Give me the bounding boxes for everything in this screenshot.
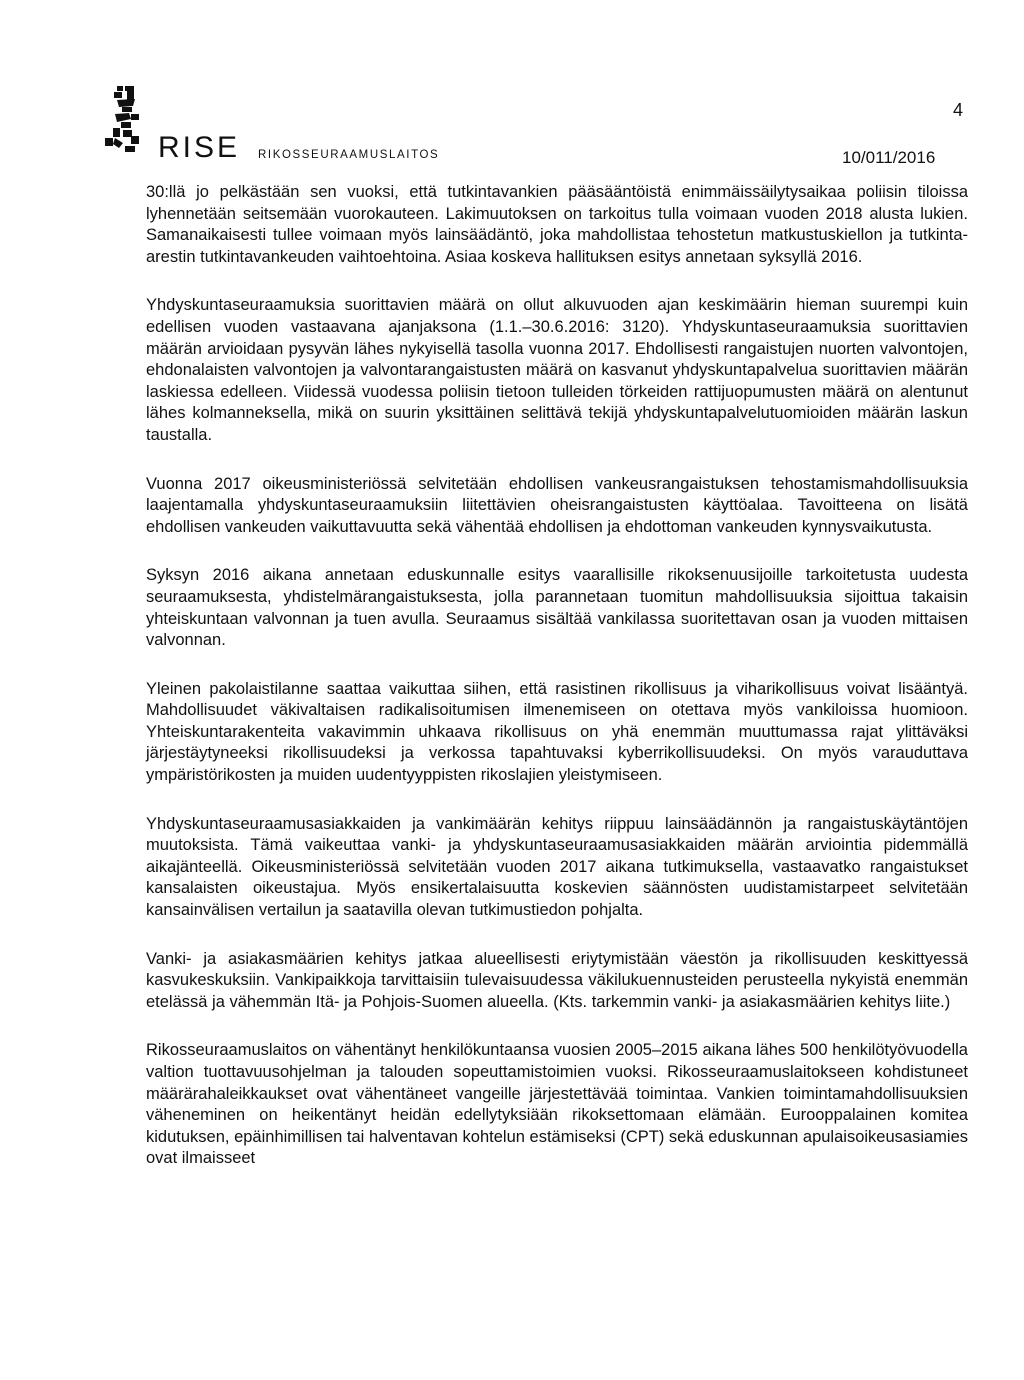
paragraph: Vanki- ja asiakasmäärien kehitys jatkaa alueellisesti eriytymistään väestön ja rikollisuuden keskittyessä kasvukeskuksiin. Vankipaikkoja tarvittaisiin tulevaisuudessa väkilukuennusteiden perusteella nykyistä enemmän etelässä ja vähemmän Itä- ja Pohjois-Suomen alueella. (Kts. tarkemmin vanki- ja asiakasmäärien kehitys liite.) (146, 949, 968, 1011)
paragraph: 30:llä jo pelkästään sen vuoksi, että tutkintavankien pääsääntöistä enimmäissäilytysaikaa poliisin tiloissa lyhennetään seitsemään vuorokauteen. Lakimuutoksen on tarkoitus tulla voimaan vuoden 2018 alusta lukien. Samanaikaisesti tullee voimaan myös lainsäädäntö, joka mahdollistaa tehostetun matkustuskiellon ja tutkinta-arestin tutkintavankeuden vaihtoehtoina. Asiaa koskeva hallituksen esitys annetaan syksyllä 2016. (146, 183, 968, 266)
paragraph: Yleinen pakolaistilanne saattaa vaikuttaa siihen, että rasistinen rikollisuus ja viharikollisuus voivat lisääntyä. Mahdollisuudet väkivaltaisen radikalisoitumisen ilmenemiseen on otettava myös vankiloissa huomioon. Yhteiskuntarakenteita vakavimmin uhkaava rikollisuus on yhä enemmän muuttumassa rajat ylittäväksi järjestäytyneeksi rikollisuudeksi ja verkossa tapahtuvaksi kyberrikollisuudeksi. On myös varauduttava ympäristörikosten ja muiden uudentyyppisten rikoslajien yleistymiseen. (146, 679, 968, 785)
document-body (146, 182, 968, 1197)
organization-name: RIKOSSEURAAMUSLAITOS (258, 149, 440, 161)
paragraph: Syksyn 2016 aikana annetaan eduskunnalle esitys vaarallisille rikoksenuusijoille tarkoitetusta uudesta seuraamuksesta, yhdistelmärangaistuksesta, jolla parannetaan tuomitun mahdollisuuksia sijoittua takaisin yhteiskuntaan valvonnan ja tuen avulla. Seuraamus sisältää vankilassa suoritettavan osan ja vuoden mittaisen valvonnan. (146, 566, 968, 650)
document-date: 10/011/2016 (842, 148, 936, 167)
paragraph: Yhdyskuntaseuraamuksia suorittavien määrä on ollut alkuvuoden ajan keskimäärin hieman suurempi kuin edellisen vuoden vastaavana ajanjaksona (1.1.–30.6.2016: 3120). Yhdyskuntaseuraamuksia suorittavien määrän arvioidaan pysyvän lähes nykyisellä tasolla vuonna 2017. Ehdollisesti rangaistujen nuorten valvontojen, ehdonalaisten valvontojen ja valvontarangaistusten määrä on kasvanut yhdyskuntapalvelua suorittavien määrän laskiessa edelleen. Viidessä vuodessa poliisin tietoon tulleiden törkeiden rattijuopumusten määrä on alentunut lähes kolmanneksella, mikä on suurin yksittäinen selittävä tekijä yhdyskuntapalvelutuomioiden määrän laskun taustalla. (146, 296, 968, 444)
paragraph: Vuonna 2017 oikeusministeriössä selvitetään ehdollisen vankeusrangaistuksen tehostamismahdollisuuksia laajentamalla yhdyskuntaseuraamuksiin liitettävien oheisrangaistusten käyttöalaa. Tavoitteena on lisätä ehdollisen vankeuden vaikuttavuutta sekä vähentää ehdollisen ja ehdottoman vankeuden kynnysvaikutusta. (146, 474, 968, 536)
page-number: 4 (953, 100, 964, 120)
paragraph: Yhdyskuntaseuraamusasiakkaiden ja vankimäärän kehitys riippuu lainsäädännön ja rangaistuskäytäntöjen muutoksista. Tämä vaikeuttaa vanki- ja yhdyskuntaseuraamusasiakkaiden määrän arviointia pidemmällä aikajänteellä. Oikeusministeriössä selvitetään vuoden 2017 aikana tutkimuksella, vastaavatko rangaistukset kansalaisten oikeustajua. Myös ensikertalaisuutta koskevien säännösten uudistamistarpeet selvitetään kansainvälisen vertailun ja saatavilla olevan tutkimustiedon pohjalta. (146, 814, 968, 920)
logo-wordmark: RISE (158, 131, 241, 164)
paragraph: Rikosseuraamuslaitos on vähentänyt henkilökuntaansa vuosien 2005–2015 aikana lähes 500 henkilötyövuodella valtion tuottavuusohjelman ja talouden sopeuttamistoimien vuoksi. Rikosseuraamuslaitokseen kohdistuneet määrärahaleikkaukset ovat vähentäneet vangeille järjestettävää toimintaa. Vankien toimintamahdollisuuksien väheneminen on heikentänyt heidän edellytyksiään rikoksettomaan elämään. Eurooppalainen komitea kidutuksen, epäinhimillisen tai halventavan kohtelun estämiseksi (CPT) sekä eduskunnan apulaisoikeusasiamies ovat ilmaisseet (146, 1041, 968, 1168)
rise-logo-icon (105, 86, 153, 152)
